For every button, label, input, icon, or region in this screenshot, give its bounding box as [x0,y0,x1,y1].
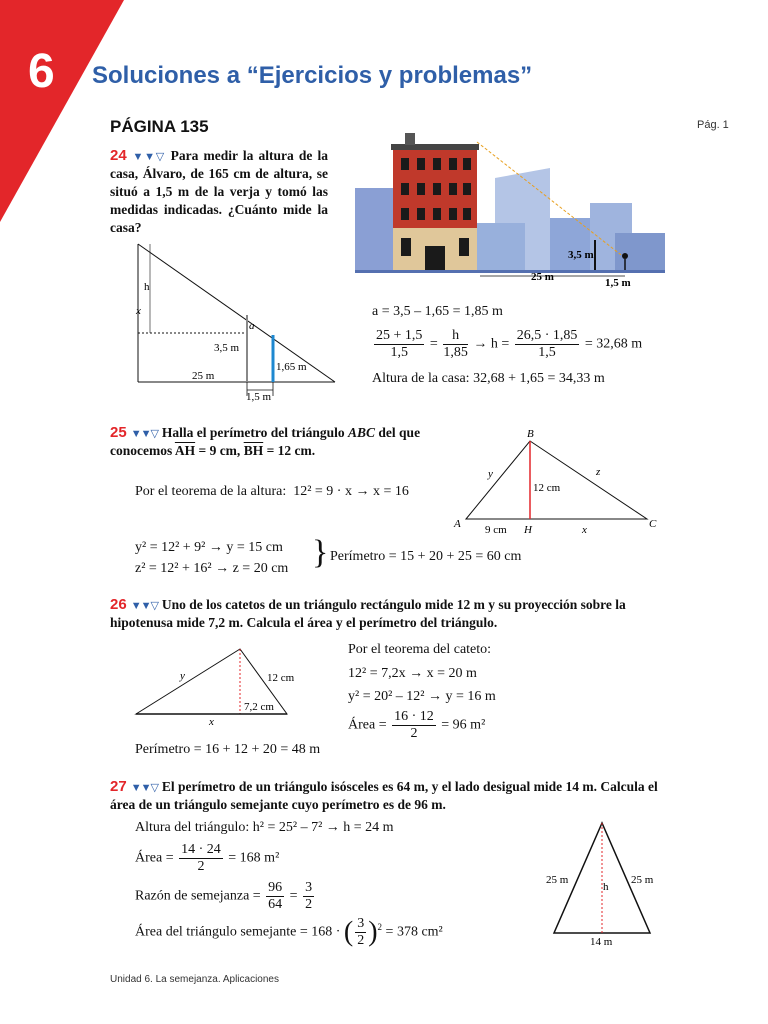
p27-height: Altura del triángulo: h² = 25² – 7² → h = 24 m [135,820,394,835]
frac1-num: 25 + 1,5 [376,328,423,343]
label-B: B [527,428,534,440]
theorem-label: Por el teorema de la altura: [135,484,287,499]
problem-24-illustration [355,128,665,293]
difficulty-marks: ▼▼▽ [132,151,165,163]
p26-cateto-label: Por el teorema del cateto: [348,642,492,657]
result-h: = 32,68 m [584,336,643,352]
ratio-den2: 2 [305,897,313,912]
p27-similar-area: Área del triángulo semejante = 168 · ( $\frac{3}{2}$ )$^2$ = 378 cm² [135,916,443,948]
p24-eq-a: a = 3,5 – 1,65 = 1,85 m [372,304,503,319]
label-z: z [596,466,601,478]
frac2-num: h [443,328,468,345]
label-h: h [603,881,609,893]
label-7-2cm: 7,2 cm [244,701,274,713]
label-x: x [582,524,587,536]
label-x: x [209,716,214,728]
segment-bh: $\overline{BH}$ [243,443,264,458]
similar-area-result: = 378 cm² [385,924,443,940]
problem-text: Para medir la altura de la casa, Álvaro, de 165 cm de altura, se situó a 1,5 m de la verja y tomó las medidas indicadas. ¿Cuánto mide la casa? [110,148,329,235]
similar-area-label: Área del triángulo semejante = 168 · [135,924,341,940]
label-3-5m: 3,5 m [214,342,240,354]
p25-eq-z: z² = 12² + 16² → z = 20 cm [135,561,289,576]
p25-perimeter: Perímetro = 15 + 20 + 25 = 60 cm [330,549,522,564]
p24-house-height: Altura de la casa: 32,68 + 1,65 = 34,33 m [372,371,605,386]
segment-ah-val: = 9 cm, [195,443,244,458]
problem-number: 25 [110,424,127,441]
area-label: Área = [135,850,174,866]
p27-ratio: Razón de semejanza = $\frac{96}{64}$ = $\frac{3}{2}$ [135,880,313,912]
footer: Unidad 6. La semejanza. Aplicaciones [110,974,279,985]
problem-27-statement [110,778,665,814]
p27-area [135,842,279,875]
label-A: A [454,518,461,530]
label-H: H [524,524,532,536]
frac2-den: 1,85 [443,345,468,360]
photo-label-3-5m: 3,5 m [568,249,594,261]
label-h: h [144,281,150,293]
label-14m: 14 m [590,936,613,948]
label-x: x [136,305,141,317]
frac1-den: 1,5 [390,345,408,360]
similar-den: 2 [357,933,365,948]
problem-number: 26 [110,596,127,613]
similar-num: 3 [357,916,365,931]
ratio-num1: 96 [268,880,283,895]
p26-eq2: y² = 20² – 12² → y = 16 m [348,689,496,704]
p24-eq-proportion: $\frac{25 + 1,5}{1,5}$ = $\frac{h}{1,85}$ → h = $\frac{26,5 \cdot 1,85}{1,5}$ = 32,68 m [376,328,643,360]
ratio-label: Razón de semejanza = [135,888,261,904]
photo-label-25m: 25 m [531,271,554,283]
problem-25-diagram [452,425,667,540]
p26-perimeter: Perímetro = 16 + 12 + 20 = 48 m [135,742,321,757]
area-result: = 168 m² [228,850,280,866]
frac3-den: 1,5 [538,345,556,360]
difficulty-marks: ▼▼▽ [130,782,158,794]
problem-text: Uno de los catetos de un triángulo rectángulo mide 12 m y su proyección sobre la hipotenusa mide 7,2 m. Calcula el área y el perímetro del triángulo. [110,597,626,630]
label-1-65m: 1,65 m [276,361,307,373]
p25-altura-theorem [135,484,409,500]
chapter-number: 6 [28,45,55,98]
area-num: 14 · 24 [181,842,221,857]
area-den: 2 [410,726,418,741]
difficulty-marks: ▼▼▽ [130,600,158,612]
problem-25-statement [110,424,480,460]
label-a: a [249,320,255,332]
label-9cm: 9 cm [485,524,507,536]
page-label: Pág. 1 [697,119,729,131]
label-y: y [180,670,185,682]
ratio-num2: 3 [305,880,313,895]
p26-eq1: 12² = 7,2x → x = 20 m [348,666,477,681]
label-left-25m: 25 m [546,874,569,886]
label-1-5m: 1,5 m [246,391,272,403]
p25-eq-y: y² = 12² + 9² → y = 15 cm [135,540,283,555]
arrow-h: → h = [473,336,510,352]
problem-number: 27 [110,778,127,795]
problem-text-a: Halla el perímetro del triángulo [161,425,349,440]
area-label: Área = [348,717,387,733]
label-25m: 25 m [192,370,215,382]
p26-area [348,709,485,742]
problem-text: El perímetro de un triángulo isósceles es 64 m, y el lado desigual mide 14 m. Calcula el área de un triángulo semejante cuyo perímetro es de 96 m. [110,779,658,812]
problem-number: 24 [110,147,127,164]
problem-24-statement [110,147,328,237]
label-right-25m: 25 m [631,874,654,886]
photo-label-1-5m: 1,5 m [605,277,631,289]
theorem-eq: 12² = 9 · x → x = 16 [293,484,409,499]
ratio-den1: 64 [268,897,283,912]
area-result: = 96 m² [441,717,486,733]
problem-text-b: del que conocemos [110,425,421,458]
segment-bh-val: = 12 cm. [263,443,316,458]
page-title: Soluciones a “Ejercicios y problemas” [92,62,533,89]
difficulty-marks: ▼▼▽ [130,428,158,440]
problem-26-statement [110,596,665,632]
area-den: 2 [197,859,205,874]
problem-text-abc: ABC [348,425,376,440]
brace: } [312,534,329,571]
problem-27-diagram [540,815,670,950]
label-12cm: 12 cm [267,672,295,684]
frac3-num: 26,5 · 1,85 [516,328,578,343]
label-C: C [649,518,657,530]
problem-24-diagram [130,238,350,403]
area-num: 16 · 12 [394,709,434,724]
label-y: y [488,468,493,480]
label-12cm: 12 cm [533,482,561,494]
section-label: PÁGINA 135 [110,117,209,136]
problem-26-diagram [132,643,332,728]
segment-ah: $\overline{AH}$ [174,443,196,458]
